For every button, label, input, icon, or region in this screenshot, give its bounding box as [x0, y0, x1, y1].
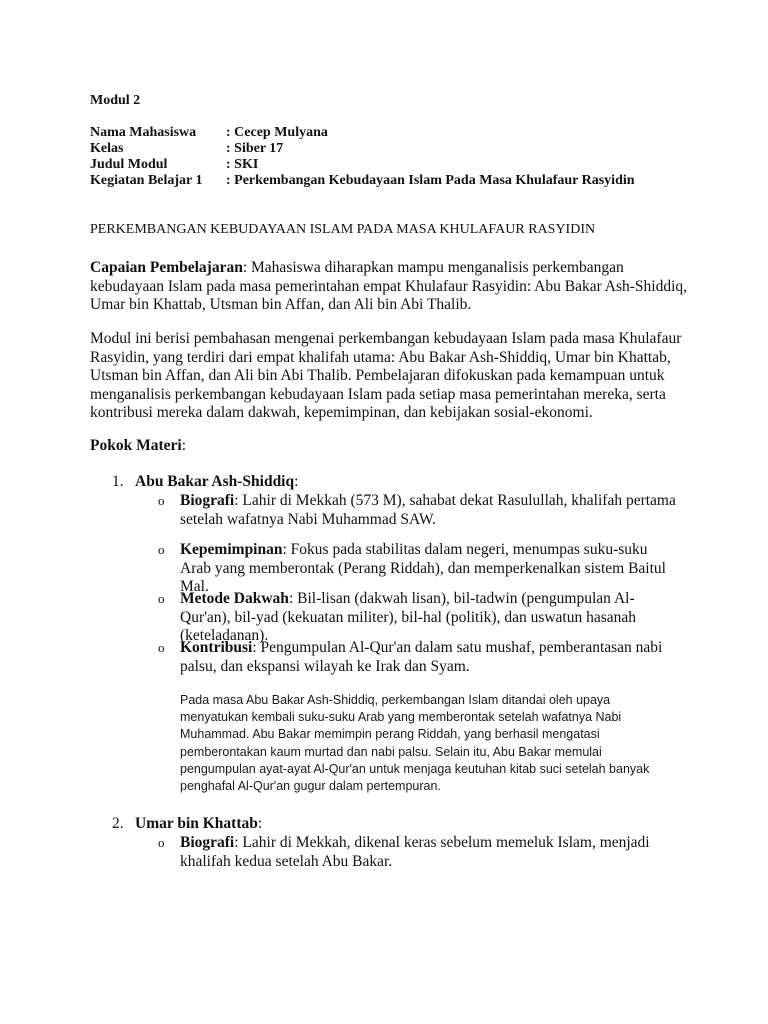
bullet-icon: o — [158, 591, 165, 606]
main-material-heading — [90, 437, 186, 456]
bullet-icon: o — [158, 542, 165, 557]
list-item-title-text: Abu Bakar Ash-Shiddiq — [135, 473, 295, 490]
summary-note: Pada masa Abu Bakar Ash-Shiddiq, perkembangan Islam ditandai oleh upaya menyatukan kembali suku-suku Arab yang memberontak setelah wafatnya Nabi Muhammad. Abu Bakar memimpin perang Riddah, yang berhasil mengatasi pemberontakan kaum murtad dan nabi palsu. Selain itu, Abu Bakar memulai pengumpulan ayat-ayat Al-Qur'an untuk menjaga keutuhan kitab suci setelah banyak penghafal Al-Qur'an gugur dalam pertempuran. — [180, 693, 650, 794]
sub-item-text: : Lahir di Mekkah, dikenal keras sebelum memeluk Islam, menjadi khalifah kedua setelah Abu Bakar. — [180, 834, 650, 870]
list-number: 1. — [112, 473, 124, 490]
info-value: : SKI — [226, 157, 259, 172]
info-label: Kelas — [90, 141, 124, 156]
sub-item-label: Kontribusi — [180, 639, 253, 656]
info-row-class — [90, 141, 635, 157]
info-value: : Cecep Mulyana — [226, 125, 328, 140]
info-label: Nama Mahasiswa — [90, 125, 197, 140]
sub-item-text: : Lahir di Mekkah (573 M), sahabat dekat Rasulullah, khalifah pertama setelah wafatnya Nabi Muhammad SAW. — [180, 492, 676, 528]
sub-item — [180, 541, 680, 597]
info-value: : Perkembangan Kebudayaan Islam Pada Masa Khulafaur Rasyidin — [226, 173, 635, 188]
bullet-icon: o — [158, 835, 165, 850]
intro-paragraph: Modul ini berisi pembahasan mengenai perkembangan kebudayaan Islam pada masa Khulafaur Rasyidin, yang terdiri dari empat khalifah utama: Abu Bakar Ash-Shiddiq, Umar bin Khattab, Utsman bin Affan, dan Ali bin Abi Thalib. Pembelajaran difokuskan pada kemampuan untuk menganalisis perkembangan kebudayaan Islam pada setiap masa pemerintahan mereka, serta kontribusi mereka dalam dakwah, kepemimpinan, dan kebijakan sosial-ekonomi. — [90, 330, 682, 421]
learning-outcome-label: Capaian Pembelajaran — [90, 259, 243, 276]
module-label: Modul 2 — [90, 93, 141, 108]
sub-item-text: : Bil-lisan (dakwah lisan), bil-tadwin (pengumpulan Al-Qur'an), bil-yad (kekuatan militer), bil-hal (politik), dan uswatun hasanah (keteladanan). — [180, 590, 637, 644]
student-info-table — [90, 125, 635, 189]
info-label: Judul Modul — [90, 157, 168, 172]
info-row-module-title — [90, 157, 635, 173]
main-material-label: Pokok Materi — [90, 437, 182, 454]
sub-item-label: Biografi — [180, 834, 235, 851]
info-row-name — [90, 125, 635, 141]
sub-item-label: Kepemimpinan — [180, 541, 283, 558]
sub-item-label: Biografi — [180, 492, 235, 509]
sub-item-label: Metode Dakwah — [180, 590, 289, 607]
bullet-icon: o — [158, 640, 165, 655]
info-row-activity — [90, 173, 635, 189]
list-item-title — [135, 473, 298, 492]
list-item-title-text: Umar bin Khattab — [135, 815, 258, 832]
list-item-title — [135, 815, 262, 834]
sub-item — [180, 492, 680, 529]
document-heading: PERKEMBANGAN KEBUDAYAAN ISLAM PADA MASA KHULAFAUR RASYIDIN — [90, 222, 596, 237]
list-number: 2. — [112, 815, 124, 832]
colon: : — [181, 437, 187, 454]
sub-item — [180, 639, 680, 676]
sub-item — [180, 590, 680, 646]
sub-item-text: : Pengumpulan Al-Qur'an dalam satu mushaf, pemberantasan nabi palsu, dan ekspansi wilayah ke Irak dan Syam. — [180, 639, 663, 675]
info-label: Kegiatan Belajar 1 — [90, 173, 203, 188]
learning-outcome-paragraph — [90, 259, 690, 315]
info-value: : Siber 17 — [226, 141, 284, 156]
colon: : — [257, 815, 263, 832]
bullet-icon: o — [158, 493, 165, 508]
sub-item-text: : Fokus pada stabilitas dalam negeri, menumpas suku-suku Arab yang memberontak (Perang Riddah), dan memperkenalkan sistem Baitul Mal. — [180, 541, 666, 595]
learning-outcome-text: : Mahasiswa diharapkan mampu menganalisis perkembangan kebudayaan Islam pada masa pemerintahan empat Khulafaur Rasyidin: Abu Bakar Ash-Shiddiq, Umar bin Khattab, Utsman bin Affan, dan Ali bin Abi Thalib. — [90, 259, 688, 313]
colon: : — [294, 473, 299, 490]
sub-item — [180, 834, 680, 871]
